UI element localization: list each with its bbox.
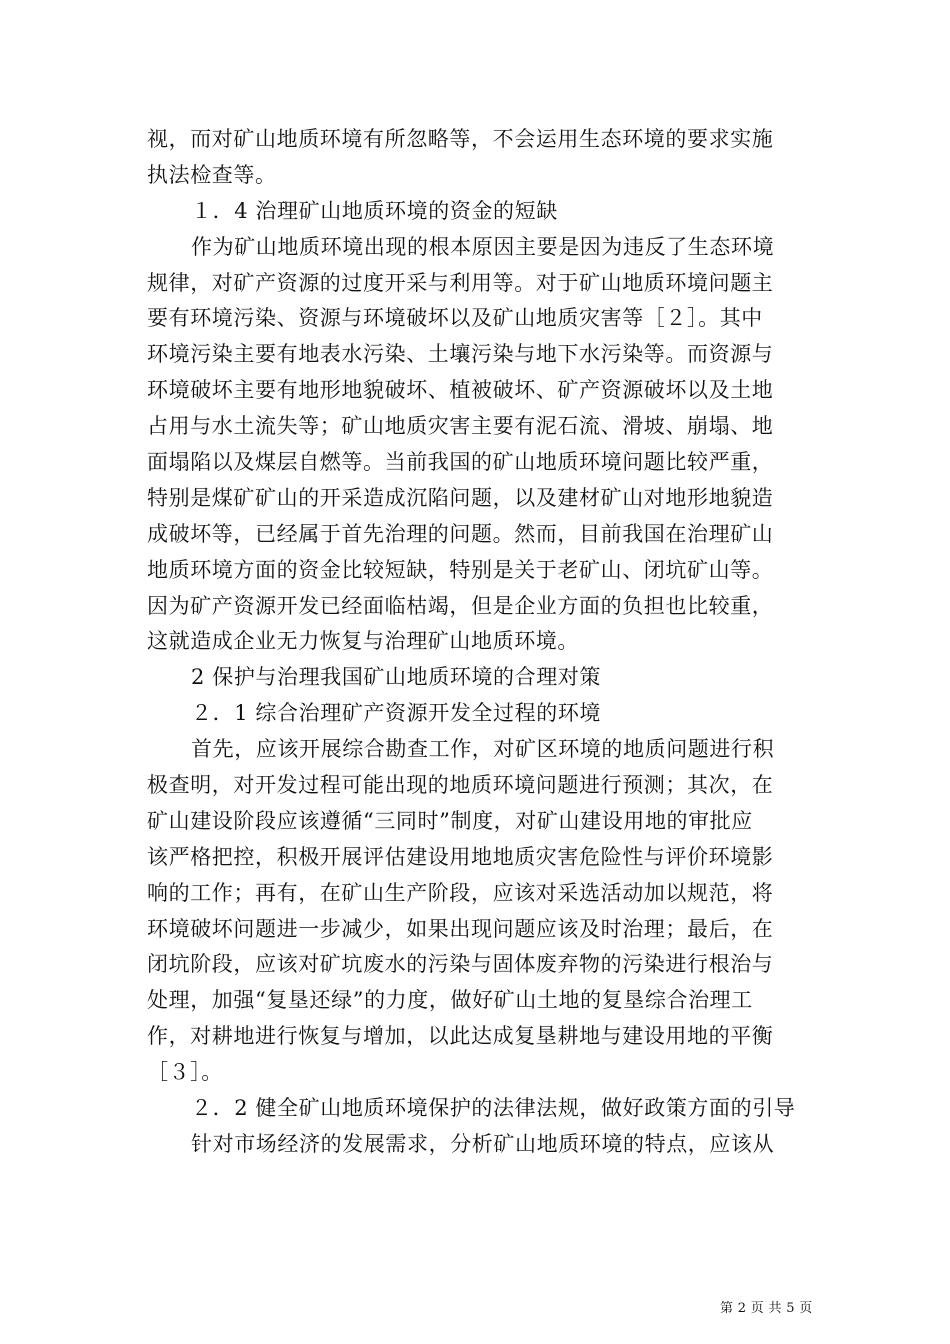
text-line: 作，对耕地进行恢复与增加，以此达成复垦耕地与建设用地的平衡: [147, 1024, 774, 1049]
text-line: ２．2 健全矿山地质环境保护的法律法规，做好政策方面的引导: [191, 1096, 796, 1121]
text-line: 占用与水土流失等；矿山地质灾害主要有泥石流、滑坡、崩塌、地: [147, 414, 774, 439]
text-line: 环境破坏主要有地形地貌破坏、植被破坏、矿产资源破坏以及土地: [147, 378, 774, 403]
text-line: 2 保护与治理我国矿山地质环境的合理对策: [191, 665, 602, 690]
text-line: 执法检查等。: [147, 162, 277, 187]
text-line: ２．1 综合治理矿产资源开发全过程的环境: [191, 701, 602, 726]
text-line: 针对市场经济的发展需求，分析矿山地质环境的特点，应该从: [191, 1131, 775, 1156]
text-line: 作为矿山地质环境出现的根本原因主要是因为违反了生态环境: [191, 234, 775, 259]
text-line: 因为矿产资源开发已经面临枯竭，但是企业方面的负担也比较重，: [147, 593, 774, 618]
text-line: 该严格把控，积极开展评估建设用地地质灾害危险性与评价环境影: [147, 844, 774, 869]
text-line: 特别是煤矿矿山的开采造成沉陷问题，以及建材矿山对地形地貌造: [147, 485, 774, 510]
page-number-footer: 第 2 页 共 5 页: [720, 1301, 813, 1316]
text-line: 地质环境方面的资金比较短缺，特别是关于老矿山、闭坑矿山等。: [147, 557, 774, 582]
text-line: 响的工作；再有，在矿山生产阶段，应该对采选活动加以规范，将: [147, 880, 774, 905]
text-line: 这就造成企业无力恢复与治理矿山地质环境。: [147, 629, 579, 654]
text-line: 闭坑阶段，应该对矿坑废水的污染与固体废弃物的污染进行根治与: [147, 952, 774, 977]
document-body: [147, 122, 811, 1163]
text-line: ［３］。: [147, 1060, 223, 1085]
text-line: 处理，加强“复垦还绿”的力度，做好矿山土地的复垦综合治理工: [147, 988, 753, 1013]
text-line: 视，而对矿山地质环境有所忽略等，不会运用生态环境的要求实施: [147, 127, 774, 151]
text-line: 矿山建设阶段应该遵循“三同时”制度，对矿山建设用地的审批应: [147, 808, 753, 833]
text-line: 要有环境污染、资源与环境破坏以及矿山地质灾害等［２］。其中: [147, 306, 763, 331]
text-line: 成破坏等，已经属于首先治理的问题。然而，目前我国在治理矿山: [147, 521, 774, 546]
text-line: 首先，应该开展综合勘查工作，对矿区环境的地质问题进行积: [191, 737, 775, 762]
text-line: 环境污染主要有地表水污染、土壤污染与地下水污染等。而资源与: [147, 342, 774, 367]
text-line: 面塌陷以及煤层自燃等。当前我国的矿山地质环境问题比较严重，: [147, 450, 774, 475]
text-line: 极查明，对开发过程可能出现的地质环境问题进行预测；其次，在: [147, 773, 774, 798]
text-line: １．4 治理矿山地质环境的资金的短缺: [191, 198, 558, 223]
text-line: 环境破坏问题进一步减少，如果出现问题应该及时治理；最后，在: [147, 916, 774, 941]
text-line: 规律，对矿产资源的过度开采与利用等。对于矿山地质环境问题主: [147, 270, 774, 295]
